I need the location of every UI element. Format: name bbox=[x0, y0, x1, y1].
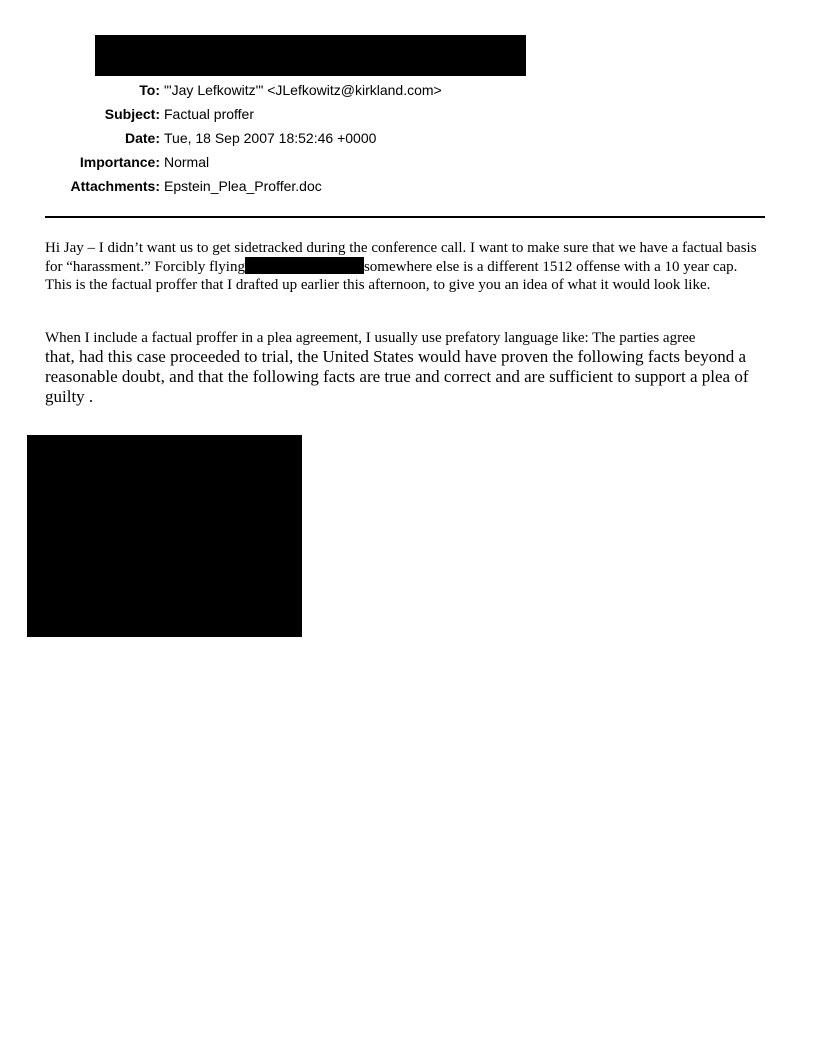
body-paragraph-1 bbox=[45, 239, 767, 294]
date-value: Tue, 18 Sep 2007 18:52:46 +0000 bbox=[164, 130, 377, 146]
subject-label: Subject: bbox=[104, 106, 160, 122]
redacted-name-inline bbox=[245, 257, 364, 274]
attachments-label: Attachments: bbox=[70, 178, 160, 194]
body-paragraph-2-rest: that, had this case proceeded to trial, the United States would have proven the following facts beyond a reasonable doubt, and that the following facts are true and correct and are sufficient to support a plea of guilty . bbox=[45, 347, 749, 406]
redacted-block-large bbox=[27, 435, 302, 637]
attachments-row bbox=[40, 174, 500, 198]
date-row bbox=[40, 126, 500, 150]
email-header bbox=[40, 78, 500, 198]
date-label: Date: bbox=[124, 130, 160, 146]
p1-text-before-redaction: Hi Jay – I didn’t want us to get sidetracked during the conference call. I want to make sure that we have a factual basis for “harassment.” Forcibly flying bbox=[45, 240, 757, 275]
to-value: "'Jay Lefkowitz'" <JLefkowitz@kirkland.com> bbox=[164, 82, 442, 98]
importance-row bbox=[40, 150, 500, 174]
subject-row bbox=[40, 102, 500, 126]
importance-value: Normal bbox=[164, 154, 210, 170]
to-label: To: bbox=[139, 82, 160, 98]
subject-value: Factual proffer bbox=[164, 106, 255, 122]
attachments-value[interactable]: Epstein_Plea_Proffer.doc bbox=[164, 178, 322, 194]
body-paragraph-2-intro: When I include a factual proffer in a plea agreement, I usually use prefatory language like: The parties agree bbox=[45, 330, 696, 346]
header-divider bbox=[45, 216, 765, 218]
p1-text-after-redaction: somewhere else is a different 1512 offense with a 10 year cap. This is the factual proffer that I drafted up earlier this afternoon, to give you an idea of what it would look like. bbox=[45, 259, 738, 293]
importance-label: Importance: bbox=[79, 154, 160, 170]
to-row bbox=[40, 78, 500, 102]
redacted-from-block bbox=[95, 35, 526, 76]
